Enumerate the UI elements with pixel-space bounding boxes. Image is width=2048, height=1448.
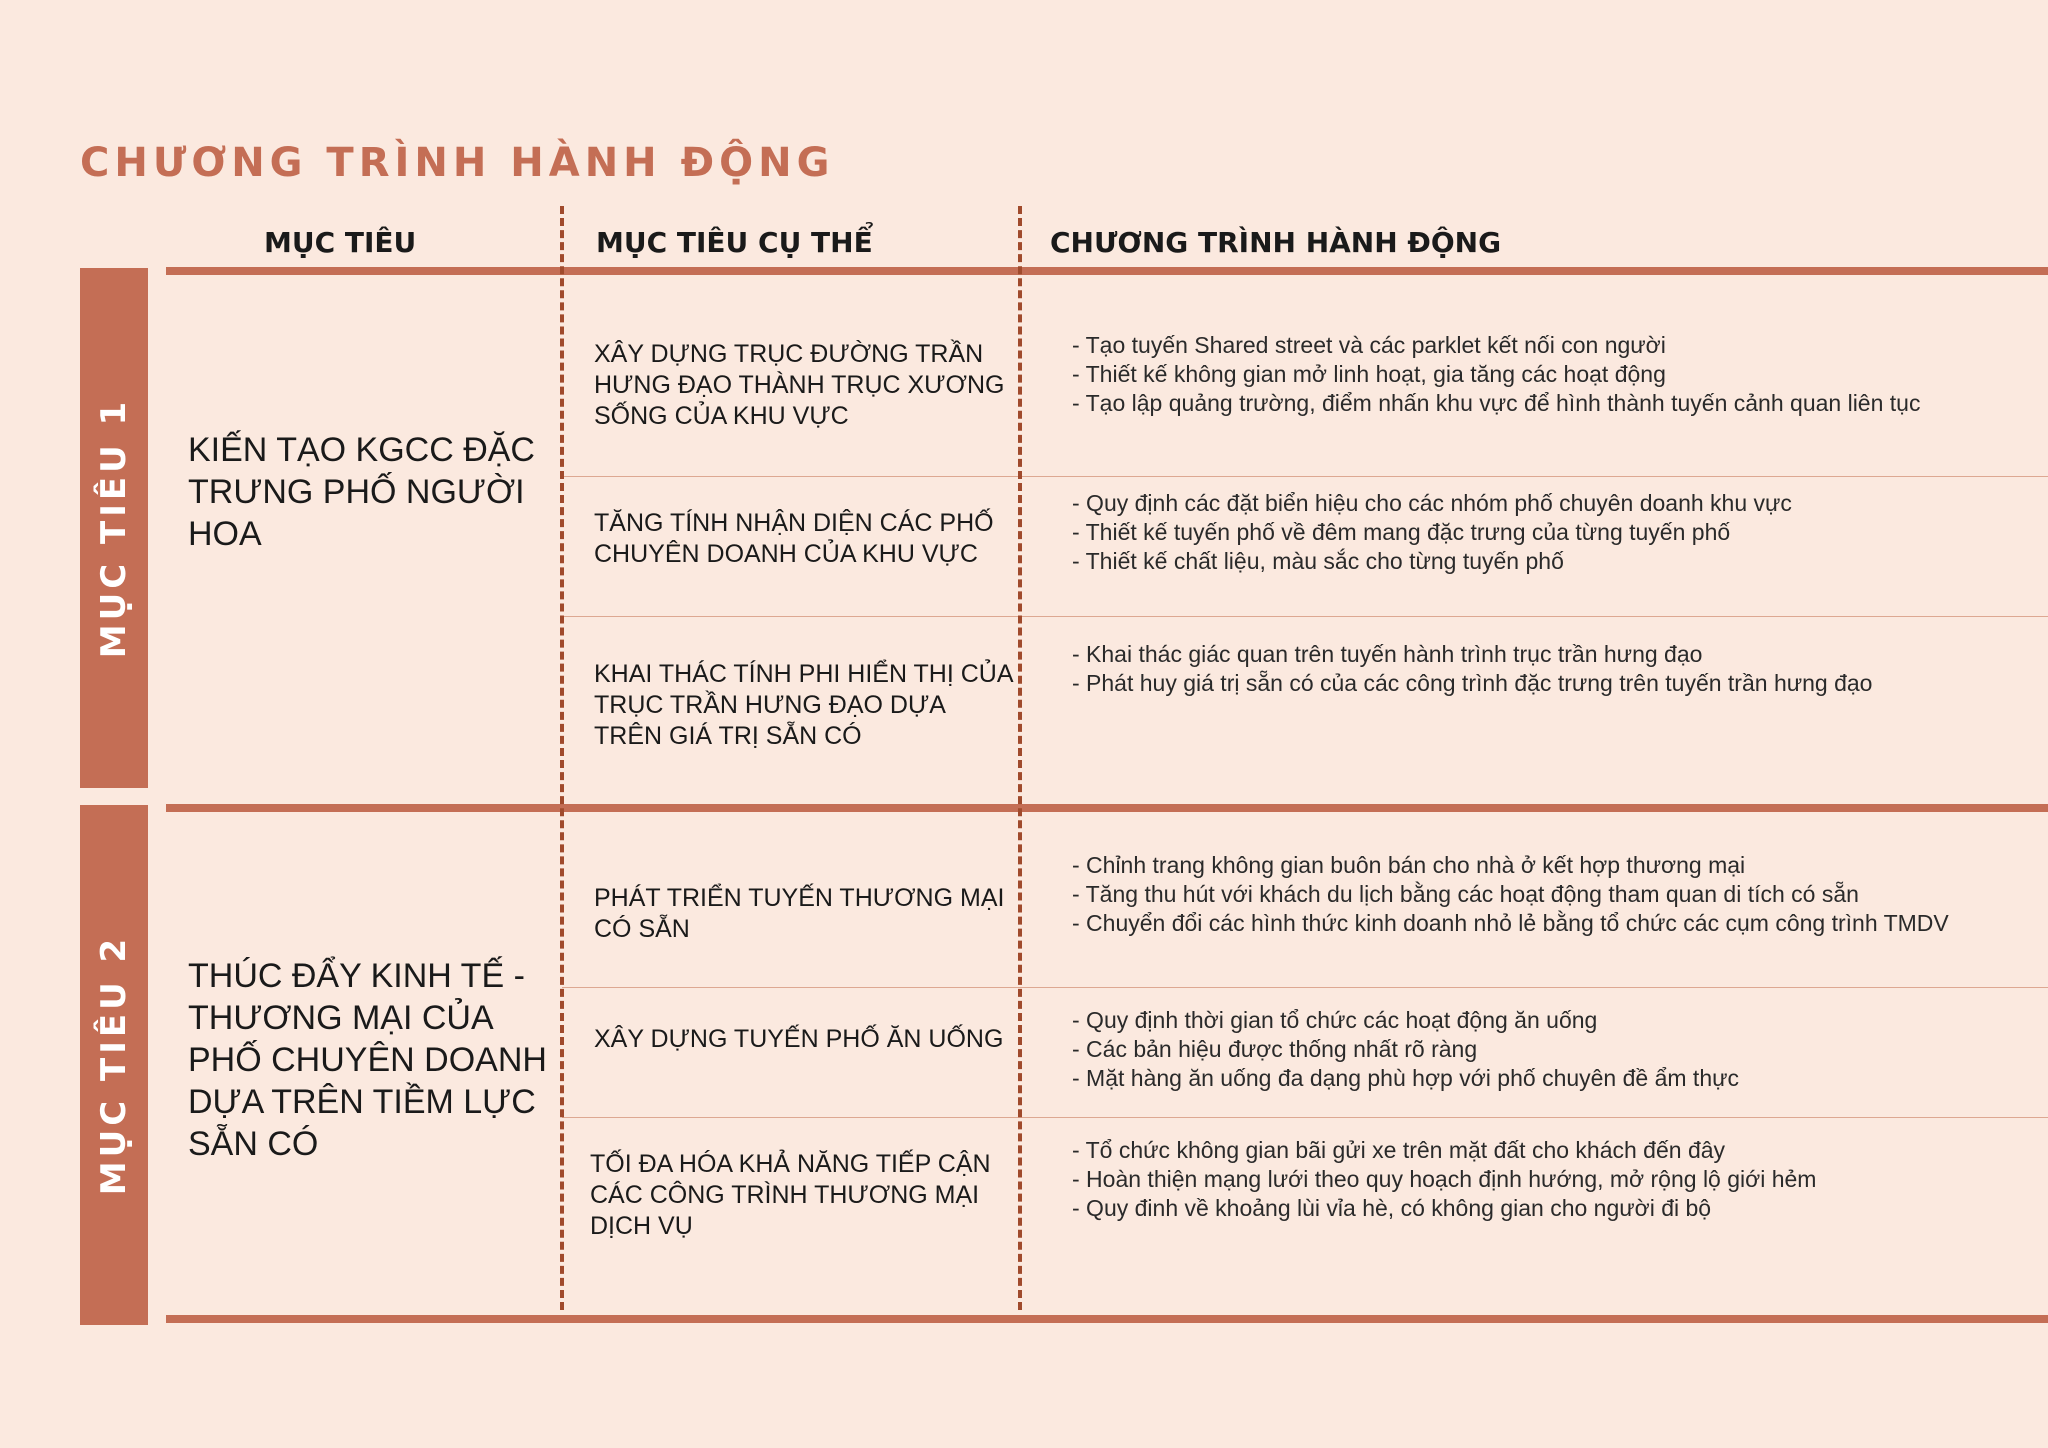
action-item: - Chỉnh trang không gian buôn bán cho nhà ở kết hợp thương mại xyxy=(1072,852,1746,878)
goal-2-band xyxy=(80,805,148,1325)
action-item: - Tạo lập quảng trường, điểm nhấn khu vực để hình thành tuyến cảnh quan liên tục xyxy=(1072,390,1921,416)
goal-1-band xyxy=(80,268,148,788)
header-action-program: CHƯƠNG TRÌNH HÀNH ĐỘNG xyxy=(1050,226,1502,259)
action-item: - Phát huy giá trị sẵn có của các công trình đặc trưng trên tuyến trần hưng đạo xyxy=(1072,670,1873,696)
goal-2-title: THÚC ĐẨY KINH TẾ - THƯƠNG MẠI CỦA PHỐ CHUYÊN DOANH DỰA TRÊN TIỀM LỰC SẴN CÓ xyxy=(188,957,547,1163)
action-item: - Quy định thời gian tổ chức các hoạt động ăn uống xyxy=(1072,1007,1598,1033)
action-item: - Tăng thu hút với khách du lịch bằng các hoạt động tham quan di tích có sẵn xyxy=(1072,881,1859,907)
goal-2-label: MỤC TIÊU 2 xyxy=(94,934,134,1196)
action-item: - Thiết kế tuyến phố về đêm mang đặc trưng của từng tuyến phố xyxy=(1072,519,1731,545)
section-divider xyxy=(166,804,2048,812)
goal-1-specific-2: TĂNG TÍNH NHẬN DIỆN CÁC PHỐ CHUYÊN DOANH CỦA KHU VỰC xyxy=(594,509,994,568)
goal-2-specific-2: XÂY DỰNG TUYẾN PHỐ ĂN UỐNG xyxy=(594,1025,1004,1053)
goal-1-specific-3: KHAI THÁC TÍNH PHI HIỂN THỊ CỦA TRỤC TRẦN HƯNG ĐẠO DỰA TRÊN GIÁ TRỊ SẴN CÓ xyxy=(594,660,1013,750)
action-item: - Thiết kế chất liệu, màu sắc cho từng tuyến phố xyxy=(1072,548,1564,574)
page-title: CHƯƠNG TRÌNH HÀNH ĐỘNG xyxy=(80,140,835,186)
goal-2-actions-3 xyxy=(1072,1136,1972,1223)
row-separator xyxy=(562,616,2048,617)
table-bottom-rule xyxy=(166,1315,2048,1323)
row-separator xyxy=(562,476,2048,477)
action-item: - Chuyển đổi các hình thức kinh doanh nhỏ lẻ bằng tổ chức các cụm công trình TMDV xyxy=(1072,910,1949,936)
row-separator xyxy=(562,1117,2048,1118)
goal-2-specific-1: PHÁT TRIỂN TUYẾN THƯƠNG MẠI CÓ SẴN xyxy=(594,884,1005,943)
goal-2-specific-3: TỐI ĐA HÓA KHẢ NĂNG TIẾP CẬN CÁC CÔNG TRÌNH THƯƠNG MẠI DỊCH VỤ xyxy=(590,1150,991,1240)
goal-1-specific-1: XÂY DỰNG TRỤC ĐƯỜNG TRẦN HƯNG ĐẠO THÀNH TRỤC XƯƠNG SỐNG CỦA KHU VỰC xyxy=(594,340,1005,430)
goal-1-title: KIẾN TẠO KGCC ĐẶC TRƯNG PHỐ NGƯỜI HOA xyxy=(188,431,535,553)
goal-1-actions-2 xyxy=(1072,489,1972,576)
goal-1-label: MỤC TIÊU 1 xyxy=(94,397,134,659)
action-item: - Tạo tuyến Shared street và các parklet kết nối con người xyxy=(1072,332,1666,358)
header-specific-goal: MỤC TIÊU CỤ THỂ xyxy=(596,226,873,259)
column-divider xyxy=(1018,206,1022,1310)
action-item: - Quy đinh về khoảng lùi vỉa hè, có không gian cho người đi bộ xyxy=(1072,1195,1712,1221)
action-item: - Quy định các đặt biển hiệu cho các nhóm phố chuyên doanh khu vực xyxy=(1072,490,1792,516)
row-separator xyxy=(562,987,2048,988)
goal-2-actions-2 xyxy=(1072,1006,1972,1093)
goal-2-actions-1 xyxy=(1072,851,1972,938)
action-item: - Hoàn thiện mạng lưới theo quy hoạch định hướng, mở rộng lộ giới hẻm xyxy=(1072,1166,1817,1192)
goal-1-actions-3 xyxy=(1072,640,1972,698)
header-divider xyxy=(166,267,2048,275)
action-item: - Thiết kế không gian mở linh hoạt, gia tăng các hoạt động xyxy=(1072,361,1666,387)
goal-1-actions-1 xyxy=(1072,331,1972,418)
header-goal: MỤC TIÊU xyxy=(264,226,417,259)
action-item: - Mặt hàng ăn uống đa dạng phù hợp với phố chuyên đề ẩm thực xyxy=(1072,1065,1740,1091)
action-item: - Các bản hiệu được thống nhất rõ ràng xyxy=(1072,1036,1478,1062)
column-divider xyxy=(560,206,564,1310)
action-item: - Tổ chức không gian bãi gửi xe trên mặt đất cho khách đến đây xyxy=(1072,1137,1726,1163)
action-item: - Khai thác giác quan trên tuyến hành trình trục trần hưng đạo xyxy=(1072,641,1703,667)
